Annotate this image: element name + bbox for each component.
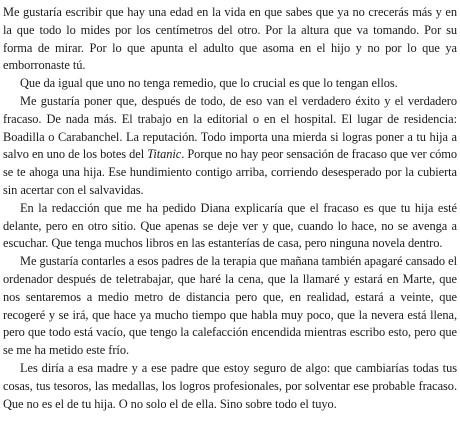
paragraph-5 (3, 253, 457, 360)
paragraph-6-text: Les diría a esa madre y a ese padre que estoy seguro de algo: que cambiarías todas tus cosas, tus tesoros, las medallas, los logros profesionales, por solventar ese probable fracaso. Que no es el de tu hija. O no solo el de ella. Sino sobre todo el tuyo. (3, 360, 457, 411)
paragraph-6 (3, 360, 457, 413)
paragraph-4-text: En la redacción que me ha pedido Diana explicaría que el fracaso es que tu hija esté delante, pero en otro sitio. Que apenas se deje ver y que, cuando lo hace, no se avenga a escuchar. Que tenga muchos libros en las estanterías de casa, pero ninguna novela dentro. (3, 200, 457, 251)
paragraph-3-text-a: Me gustaría poner que, después de todo, de eso van el verdadero éxito y el verdadero fracaso. De nada más. El trabajo en la editorial o en el hospital. El lugar de residencia: Boadilla o Carabanchel. La reputación. Todo importa una mierda si logras poner a tu hija a salvo en uno de los botes del (3, 93, 457, 162)
paragraph-2 (3, 75, 457, 93)
paragraph-1 (3, 4, 457, 75)
paragraph-3-text-b: . Porque no hay peor sensación de fracaso que ver cómo se te ahoga una hija. Ese hundimiento contigo arriba, corriendo desesperado por la cubierta sin acertar con el salvavidas. (3, 147, 457, 197)
paragraph-3 (3, 93, 457, 200)
paragraph-4 (3, 200, 457, 253)
paragraph-3-italic-title: Titanic (147, 147, 182, 162)
paragraph-2-text: Que da igual que uno no tenga remedio, que lo crucial es que lo tengan ellos. (20, 76, 398, 91)
paragraph-1-text: Me gustaría escribir que hay una edad en la vida en que sabes que ya no crecerás más y en la que todo lo mides por los centímetros del otro. Por la altura que va tomando. Por su forma de mirar. Por lo que apunta el adulto que asoma en el hijo y no por lo que ya emborronaste tú. (3, 5, 457, 73)
paragraph-5-text: Me gustaría contarles a esos padres de la terapia que mañana también apagaré cansado el ordenador después de teletrabajar, que haré la cena, que la llamaré y estará en Marte, que nos sentaremos a medio metro de distancia pero que, en realidad, estará a veinte, que recogeré y se irá, que hace ya mucho tiempo que habla muy poco, que la nevera está llena, pero que todo está vacío, que tengo la calefacción encendida mientras escribo esto, pero que se me ha metido este frío. (3, 254, 457, 358)
